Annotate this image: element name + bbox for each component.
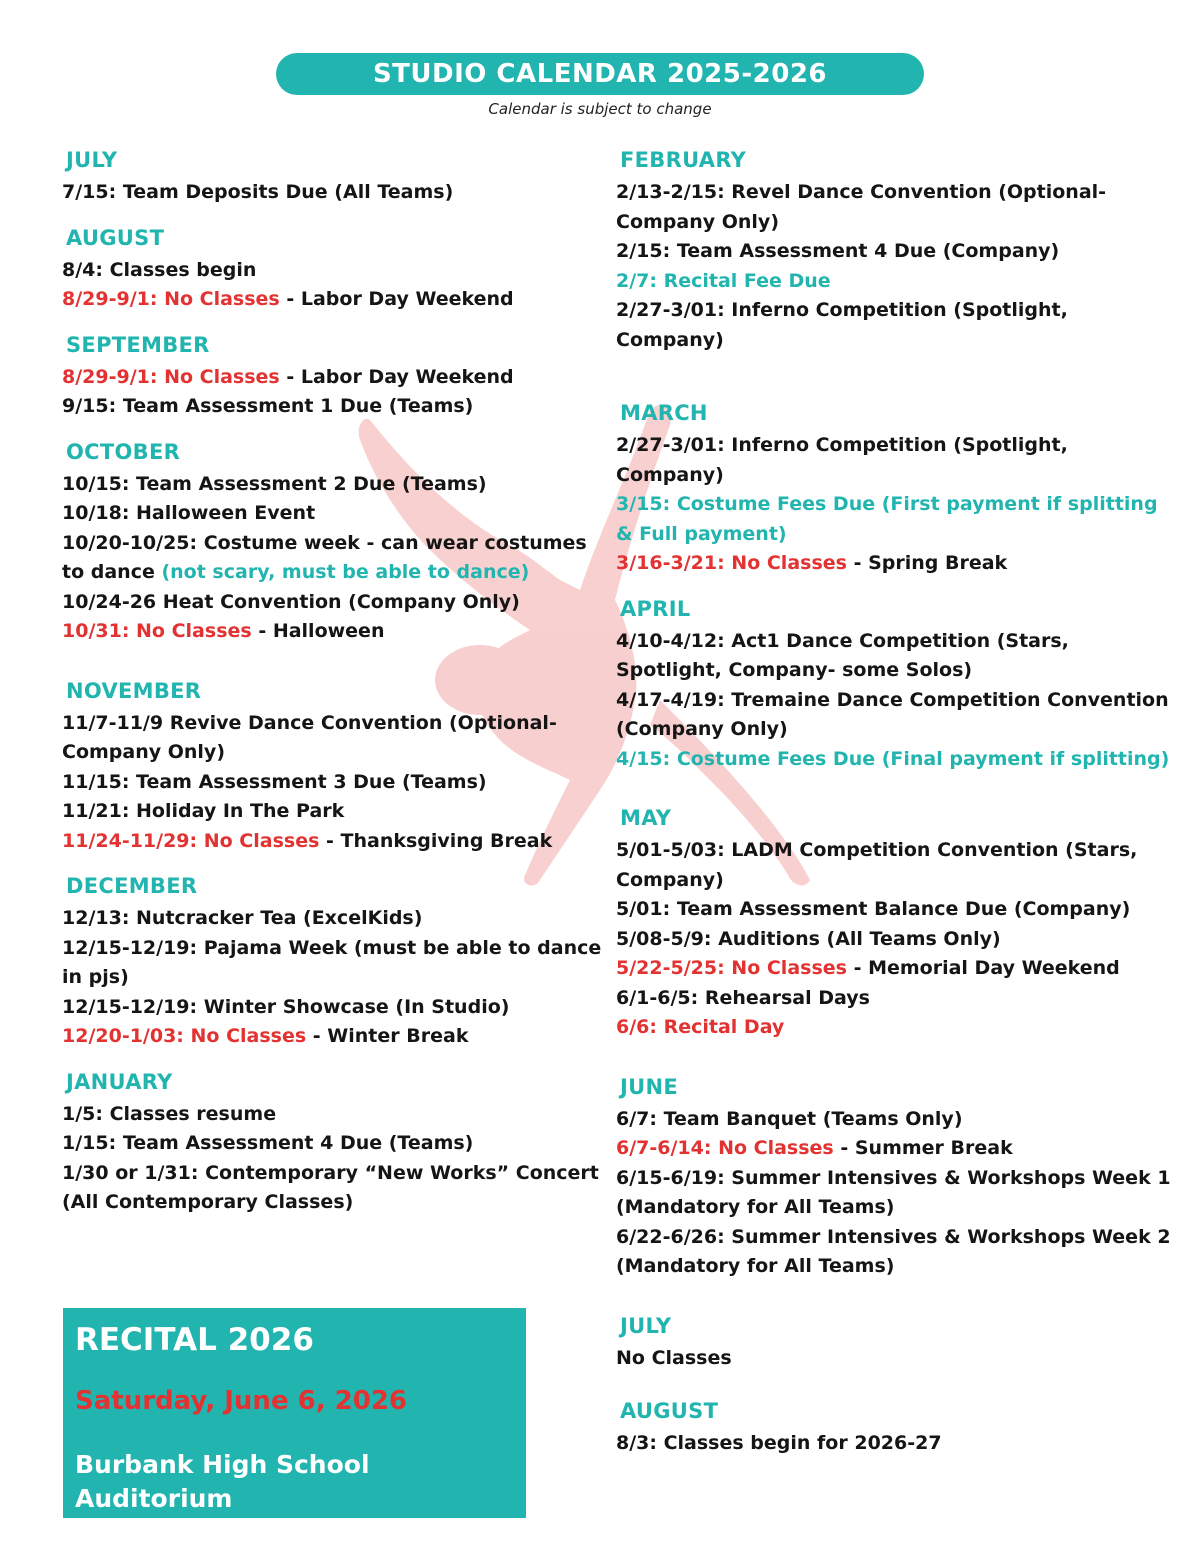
calendar-event bbox=[616, 895, 1176, 925]
calendar-event bbox=[616, 178, 1176, 237]
calendar-title: STUDIO CALENDAR 2025-2026 bbox=[276, 53, 924, 95]
event-text: 6/1-6/5: Rehearsal Days bbox=[616, 986, 870, 1009]
event-text: 1/5: Classes resume bbox=[62, 1102, 277, 1125]
month-heading: OCTOBER bbox=[66, 439, 181, 464]
calendar-event bbox=[616, 1164, 1176, 1223]
calendar-event bbox=[616, 627, 1176, 686]
event-text: - Thanksgiving Break bbox=[319, 829, 553, 852]
calendar-event bbox=[62, 827, 602, 857]
event-text: 6/6: Recital Day bbox=[616, 1016, 785, 1038]
calendar-event bbox=[616, 549, 1176, 579]
calendar-event bbox=[62, 617, 602, 647]
calendar-event bbox=[62, 1129, 602, 1159]
calendar-event bbox=[616, 1429, 1176, 1459]
month-heading: JUNE bbox=[620, 1074, 678, 1099]
event-text: 1/15: Team Assessment 4 Due (Teams) bbox=[62, 1132, 474, 1154]
month-block-april bbox=[616, 595, 1176, 775]
month-heading: JULY bbox=[620, 1313, 672, 1338]
month-block-december bbox=[62, 872, 602, 1052]
event-text: 8/3: Classes begin for 2026-27 bbox=[616, 1432, 942, 1454]
event-text: No Classes bbox=[616, 1346, 732, 1369]
calendar-event bbox=[62, 499, 602, 529]
calendar-event bbox=[62, 363, 602, 393]
calendar-event bbox=[616, 1134, 1176, 1164]
month-heading: DECEMBER bbox=[66, 874, 198, 898]
event-text: 1/30 or 1/31: Contemporary “New Works” Concert (All Contemporary Classes) bbox=[62, 1161, 599, 1213]
calendar-event bbox=[616, 296, 1176, 355]
calendar-event bbox=[62, 904, 602, 934]
month-heading: JULY bbox=[66, 148, 118, 172]
right-column bbox=[616, 146, 1176, 1459]
event-text: 2/27-3/01: Inferno Competition (Spotlight, Company) bbox=[616, 299, 1068, 351]
event-text: - Spring Break bbox=[846, 552, 1008, 574]
event-text: - Halloween bbox=[251, 620, 385, 642]
event-text: 8/29-9/1: No Classes bbox=[62, 365, 280, 388]
month-block-august bbox=[62, 224, 602, 315]
event-text: - Labor Day Weekend bbox=[279, 365, 514, 388]
event-text: 3/15: Costume Fees Due (First payment if splitting & Full payment) bbox=[616, 493, 1158, 545]
month-heading: FEBRUARY bbox=[620, 148, 747, 172]
event-text: - Labor Day Weekend bbox=[279, 288, 514, 310]
calendar-event bbox=[616, 1105, 1176, 1135]
calendar-event bbox=[62, 1100, 602, 1130]
calendar-event bbox=[616, 431, 1176, 490]
event-text: 4/10-4/12: Act1 Dance Competition (Stars, Spotlight, Company- some Solos) bbox=[616, 629, 1069, 681]
calendar-event bbox=[62, 470, 602, 500]
month-block-july bbox=[616, 1312, 1176, 1374]
event-text: 10/20-10/25: Costume week - can wear costumes to dance bbox=[62, 531, 587, 583]
calendar-event bbox=[616, 267, 1176, 297]
calendar-event bbox=[62, 256, 602, 286]
calendar-event bbox=[62, 392, 602, 422]
event-text: 10/18: Halloween Event bbox=[62, 502, 316, 524]
calendar-event bbox=[616, 954, 1176, 984]
event-text: 6/22-6/26: Summer Intensives & Workshops Week 2 (Mandatory for All Teams) bbox=[616, 1225, 1171, 1277]
event-text: 6/7: Team Banquet (Teams Only) bbox=[616, 1107, 963, 1130]
event-text: 5/08-5/9: Auditions (All Teams Only) bbox=[616, 927, 1001, 950]
calendar-event bbox=[616, 1344, 1176, 1374]
event-text: 12/15-12/19: Pajama Week (must be able to dance in pjs) bbox=[62, 936, 602, 988]
month-block-september bbox=[62, 331, 602, 422]
calendar-event bbox=[616, 984, 1176, 1014]
calendar-event bbox=[62, 993, 602, 1023]
calendar-event bbox=[62, 1022, 602, 1052]
event-text: 5/01: Team Assessment Balance Due (Company) bbox=[616, 898, 1131, 920]
calendar-subtitle: Calendar is subject to change bbox=[488, 100, 712, 118]
month-block-november bbox=[62, 677, 602, 857]
calendar-event bbox=[62, 178, 602, 208]
month-heading: MAY bbox=[620, 806, 672, 830]
month-block-february bbox=[616, 146, 1176, 355]
calendar-event bbox=[62, 797, 602, 827]
event-text: 6/7-6/14: No Classes bbox=[616, 1137, 834, 1159]
calendar-event bbox=[616, 490, 1176, 549]
event-text: 4/17-4/19: Tremaine Dance Competition Convention (Company Only) bbox=[616, 688, 1169, 740]
event-text: 7/15: Team Deposits Due (All Teams) bbox=[62, 181, 454, 203]
event-text: 12/15-12/19: Winter Showcase (In Studio) bbox=[62, 995, 510, 1018]
calendar-event bbox=[616, 1223, 1176, 1282]
recital-box bbox=[63, 1308, 526, 1518]
event-text: - Memorial Day Weekend bbox=[846, 957, 1120, 979]
calendar-event bbox=[616, 836, 1176, 895]
event-text: 11/7-11/9 Revive Dance Convention (Optional-Company Only) bbox=[62, 711, 557, 763]
month-heading: JANUARY bbox=[66, 1069, 173, 1094]
calendar-event bbox=[616, 237, 1176, 267]
event-text: 5/22-5/25: No Classes bbox=[616, 957, 847, 979]
event-text: 10/31: No Classes bbox=[62, 620, 252, 642]
event-text: 8/4: Classes begin bbox=[62, 258, 257, 281]
calendar-event bbox=[616, 925, 1176, 955]
calendar-event bbox=[62, 1159, 602, 1218]
event-text: 10/15: Team Assessment 2 Due (Teams) bbox=[62, 472, 487, 495]
month-block-august bbox=[616, 1397, 1176, 1459]
calendar-event bbox=[62, 588, 602, 618]
month-block-january bbox=[62, 1068, 602, 1218]
calendar-event bbox=[62, 709, 602, 768]
recital-date: Saturday, June 6, 2026 bbox=[75, 1386, 408, 1416]
calendar-event bbox=[62, 285, 602, 315]
calendar-event bbox=[62, 768, 602, 798]
month-heading: AUGUST bbox=[620, 1399, 719, 1423]
event-text: 2/15: Team Assessment 4 Due (Company) bbox=[616, 240, 1060, 262]
calendar-event bbox=[616, 1013, 1176, 1043]
month-heading: SEPTEMBER bbox=[66, 332, 210, 357]
event-text: 11/15: Team Assessment 3 Due (Teams) bbox=[62, 770, 487, 793]
event-text: 9/15: Team Assessment 1 Due (Teams) bbox=[62, 395, 474, 417]
month-heading: AUGUST bbox=[66, 225, 165, 250]
event-text: 6/15-6/19: Summer Intensives & Workshops Week 1 (Mandatory for All Teams) bbox=[616, 1166, 1171, 1218]
event-text: 12/13: Nutcracker Tea (ExcelKids) bbox=[62, 907, 423, 929]
event-text: 11/21: Holiday In The Park bbox=[62, 800, 345, 822]
event-text: 3/16-3/21: No Classes bbox=[616, 552, 847, 574]
event-text: 5/01-5/03: LADM Competition Convention (Stars, Company) bbox=[616, 839, 1138, 891]
calendar-event bbox=[62, 529, 602, 588]
month-block-july bbox=[62, 146, 602, 208]
event-text: 4/15: Costume Fees Due (Final payment if splitting) bbox=[616, 747, 1170, 770]
calendar-event bbox=[616, 745, 1176, 775]
month-heading: NOVEMBER bbox=[66, 678, 202, 703]
calendar-event bbox=[616, 686, 1176, 745]
event-text: 10/24-26 Heat Convention (Company Only) bbox=[62, 590, 520, 613]
event-text: 8/29-9/1: No Classes bbox=[62, 288, 280, 310]
event-text: 2/7: Recital Fee Due bbox=[616, 269, 831, 292]
month-block-june bbox=[616, 1073, 1176, 1282]
event-text: 2/27-3/01: Inferno Competition (Spotlight, Company) bbox=[616, 434, 1068, 486]
recital-title: RECITAL 2026 bbox=[75, 1322, 314, 1358]
event-text: (not scary, must be able to dance) bbox=[161, 561, 530, 583]
left-column bbox=[62, 146, 602, 1218]
event-text: 12/20-1/03: No Classes bbox=[62, 1025, 307, 1047]
calendar-event bbox=[62, 934, 602, 993]
recital-venue: Burbank High School Auditorium bbox=[75, 1450, 370, 1513]
event-text: 2/13-2/15: Revel Dance Convention (Optional-Company Only) bbox=[616, 181, 1107, 233]
event-text: 11/24-11/29: No Classes bbox=[62, 829, 320, 852]
month-block-may bbox=[616, 804, 1176, 1043]
event-text: - Summer Break bbox=[833, 1137, 1013, 1159]
month-block-october bbox=[62, 438, 602, 647]
month-heading: APRIL bbox=[620, 596, 691, 621]
month-heading: MARCH bbox=[620, 401, 708, 425]
event-text: - Winter Break bbox=[306, 1025, 469, 1047]
month-block-march bbox=[616, 399, 1176, 579]
